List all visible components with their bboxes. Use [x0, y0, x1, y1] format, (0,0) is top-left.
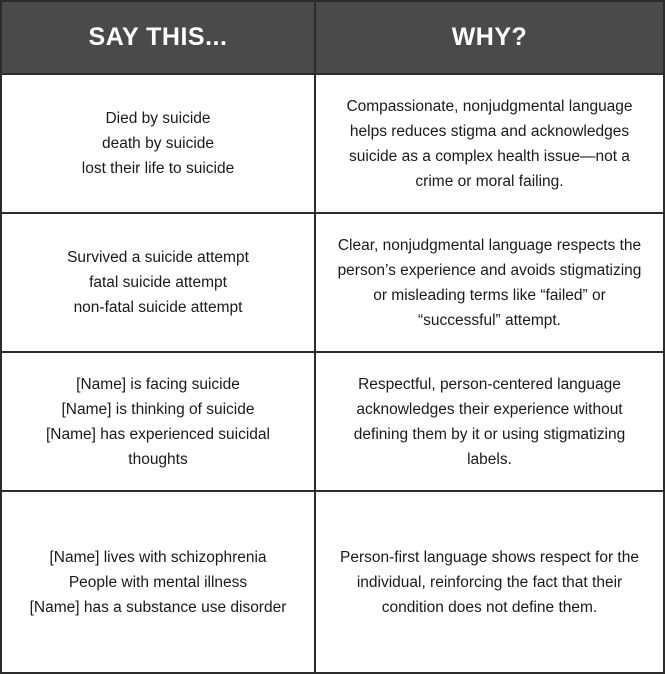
say-phrase: [Name] lives with schizophrenia	[49, 548, 267, 566]
say-phrase: Died by suicide	[105, 110, 211, 127]
why-cell-2	[316, 214, 663, 353]
say-phrase: fatal suicide attempt	[89, 274, 227, 291]
say-phrase: [Name] is facing suicide	[76, 375, 240, 393]
say-phrase: non-fatal suicide attempt	[73, 299, 243, 316]
why-cell-3	[316, 353, 663, 492]
why-text: Compassionate, nonjudgmental language helps reduces stigma and acknowledges suicide as a complex health issue—not a crime or moral failing.	[346, 97, 633, 190]
say-cell-4	[2, 492, 316, 672]
say-phrase: People with mental illness	[68, 573, 248, 591]
say-cell-1	[2, 75, 316, 214]
why-text: Person-first language shows respect for the individual, reinforcing the fact that their condition does not define them.	[340, 548, 639, 616]
why-header: WHY?	[316, 2, 663, 75]
say-cell-2	[2, 214, 316, 353]
say-cell-3	[2, 353, 316, 492]
why-cell-1	[316, 75, 663, 214]
why-text: Clear, nonjudgmental language respects the person’s experience and avoids stigmatizing or misleading terms like “failed” or “successful” attempt.	[337, 236, 642, 329]
say-phrase: Survived a suicide attempt	[67, 249, 249, 266]
say-this-header: SAY THIS...	[2, 2, 316, 75]
why-cell-4	[316, 492, 663, 672]
say-phrase: death by suicide	[101, 135, 215, 152]
say-phrase: [Name] is thinking of suicide	[61, 400, 255, 418]
say-phrase: [Name] has a substance use disorder	[29, 598, 287, 616]
why-text: Respectful, person-centered language acknowledges their experience without defining them by it or using stigmatizing labels.	[353, 375, 626, 468]
say-phrase: thoughts	[128, 450, 188, 468]
say-phrase: [Name] has experienced suicidal	[45, 425, 270, 443]
say-phrase: lost their life to suicide	[81, 160, 235, 177]
